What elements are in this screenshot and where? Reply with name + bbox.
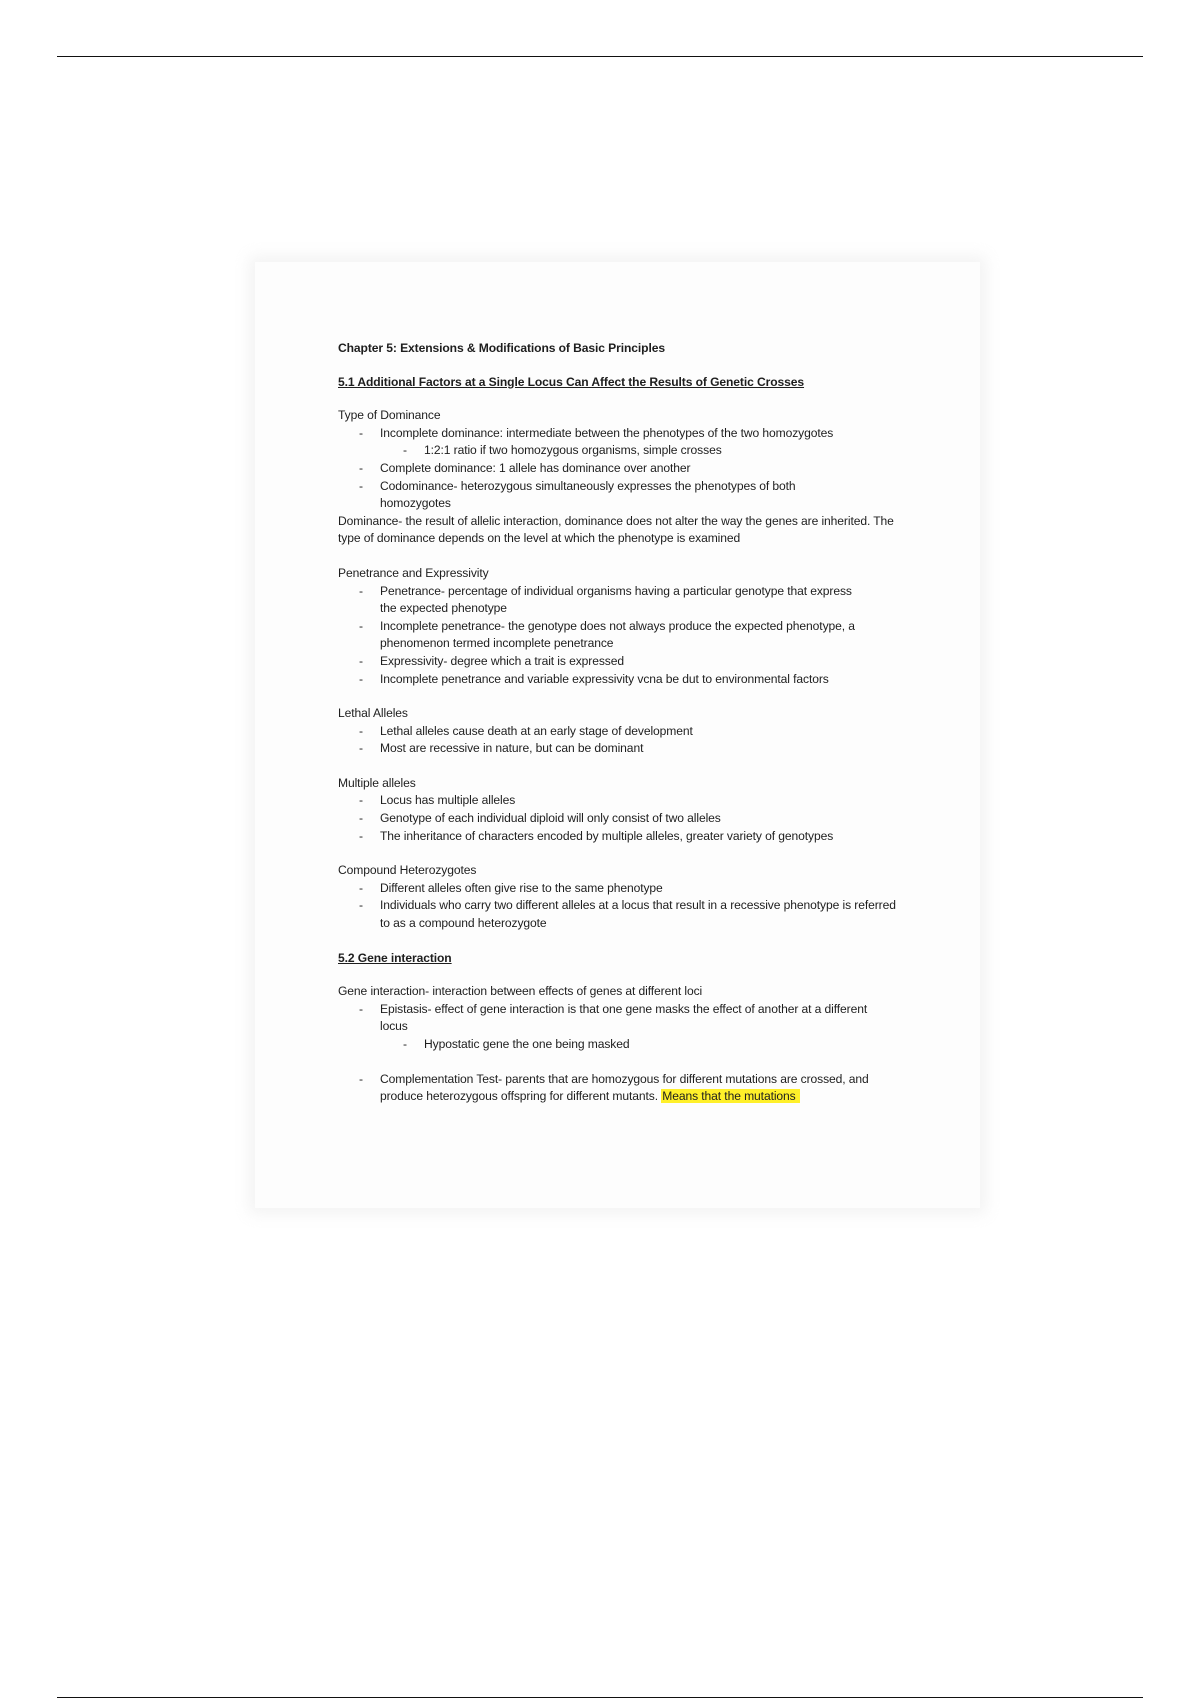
subsection-label-dominance: Type of Dominance <box>338 408 441 423</box>
list-item: - Incomplete penetrance- the genotype does not always produce the expected phenotype, a phenomenon termed incomplete penetrance <box>380 618 906 653</box>
subsection-label-lethal: Lethal Alleles <box>338 706 408 721</box>
list-item: - Penetrance- percentage of individual organisms having a particular genotype that express the expected phenotype <box>380 583 860 618</box>
list-item-text: Incomplete dominance: intermediate between the phenotypes of the two homozygotes <box>380 425 834 440</box>
highlighted-text: Means that the mutations <box>661 1089 799 1103</box>
complementation-text: Complementation Test- parents that are homozygous for different mutations are crossed, and produce heterozygous offspring for different mutants. <box>380 1071 869 1104</box>
notes-content <box>338 340 918 1106</box>
top-rule <box>57 56 1143 57</box>
gene-interaction-list <box>338 1001 918 1106</box>
compound-list <box>338 880 918 933</box>
list-item: - Genotype of each individual diploid will only consist of two alleles <box>380 810 918 828</box>
list-item <box>380 1001 918 1054</box>
list-item <box>380 1071 906 1106</box>
subsection-label-multiple: Multiple alleles <box>338 775 416 790</box>
lethal-list <box>338 723 918 758</box>
list-item: - Most are recessive in nature, but can be dominant <box>380 740 918 758</box>
epistasis-sublist <box>380 1036 918 1054</box>
section-heading-5-2: 5.2 Gene interaction <box>338 950 452 965</box>
list-item: - Different alleles often give rise to the same phenotype <box>380 880 918 898</box>
list-item: - Incomplete penetrance and variable expressivity vcna be dut to environmental factors <box>380 671 918 689</box>
list-item: - Expressivity- degree which a trait is expressed <box>380 653 918 671</box>
chapter-title: Chapter 5: Extensions & Modifications of Basic Principles <box>338 341 665 355</box>
penetrance-list <box>338 583 918 689</box>
subsection-label-compound: Compound Heterozygotes <box>338 863 477 878</box>
gene-interaction-intro: Gene interaction- interaction between effects of genes at different loci <box>338 984 703 999</box>
list-item: - Complete dominance: 1 allele has dominance over another <box>380 460 918 478</box>
multiple-list <box>338 792 918 845</box>
list-item <box>380 425 918 460</box>
dominance-list <box>338 425 918 513</box>
dominance-paragraph: Dominance- the result of allelic interaction, dominance does not alter the way the genes are inherited. The type of dominance depends on the level at which the phenotype is examined <box>338 513 894 546</box>
dominance-sublist <box>380 442 918 460</box>
subsection-label-penetrance: Penetrance and Expressivity <box>338 565 489 580</box>
list-item: - Codominance- heterozygous simultaneously expresses the phenotypes of both homozygotes <box>380 478 820 513</box>
list-item: - Lethal alleles cause death at an early stage of development <box>380 723 918 741</box>
bottom-rule <box>57 1697 1143 1698</box>
list-spacer <box>380 1054 918 1071</box>
list-item: - Individuals who carry two different alleles at a locus that result in a recessive phenotype is referred to as a compound heterozygote <box>380 897 900 932</box>
list-item-text: - Epistasis- effect of gene interaction is that one gene masks the effect of another at a different locus <box>380 1001 868 1034</box>
list-item: - Hypostatic gene the one being masked <box>424 1036 918 1054</box>
section-heading-5-1: 5.1 Additional Factors at a Single Locus Can Affect the Results of Genetic Crosses <box>338 374 805 389</box>
list-item: - 1:2:1 ratio if two homozygous organisms, simple crosses <box>424 442 918 460</box>
list-item: - Locus has multiple alleles <box>380 792 918 810</box>
list-item: - The inheritance of characters encoded by multiple alleles, greater variety of genotypes <box>380 828 918 846</box>
